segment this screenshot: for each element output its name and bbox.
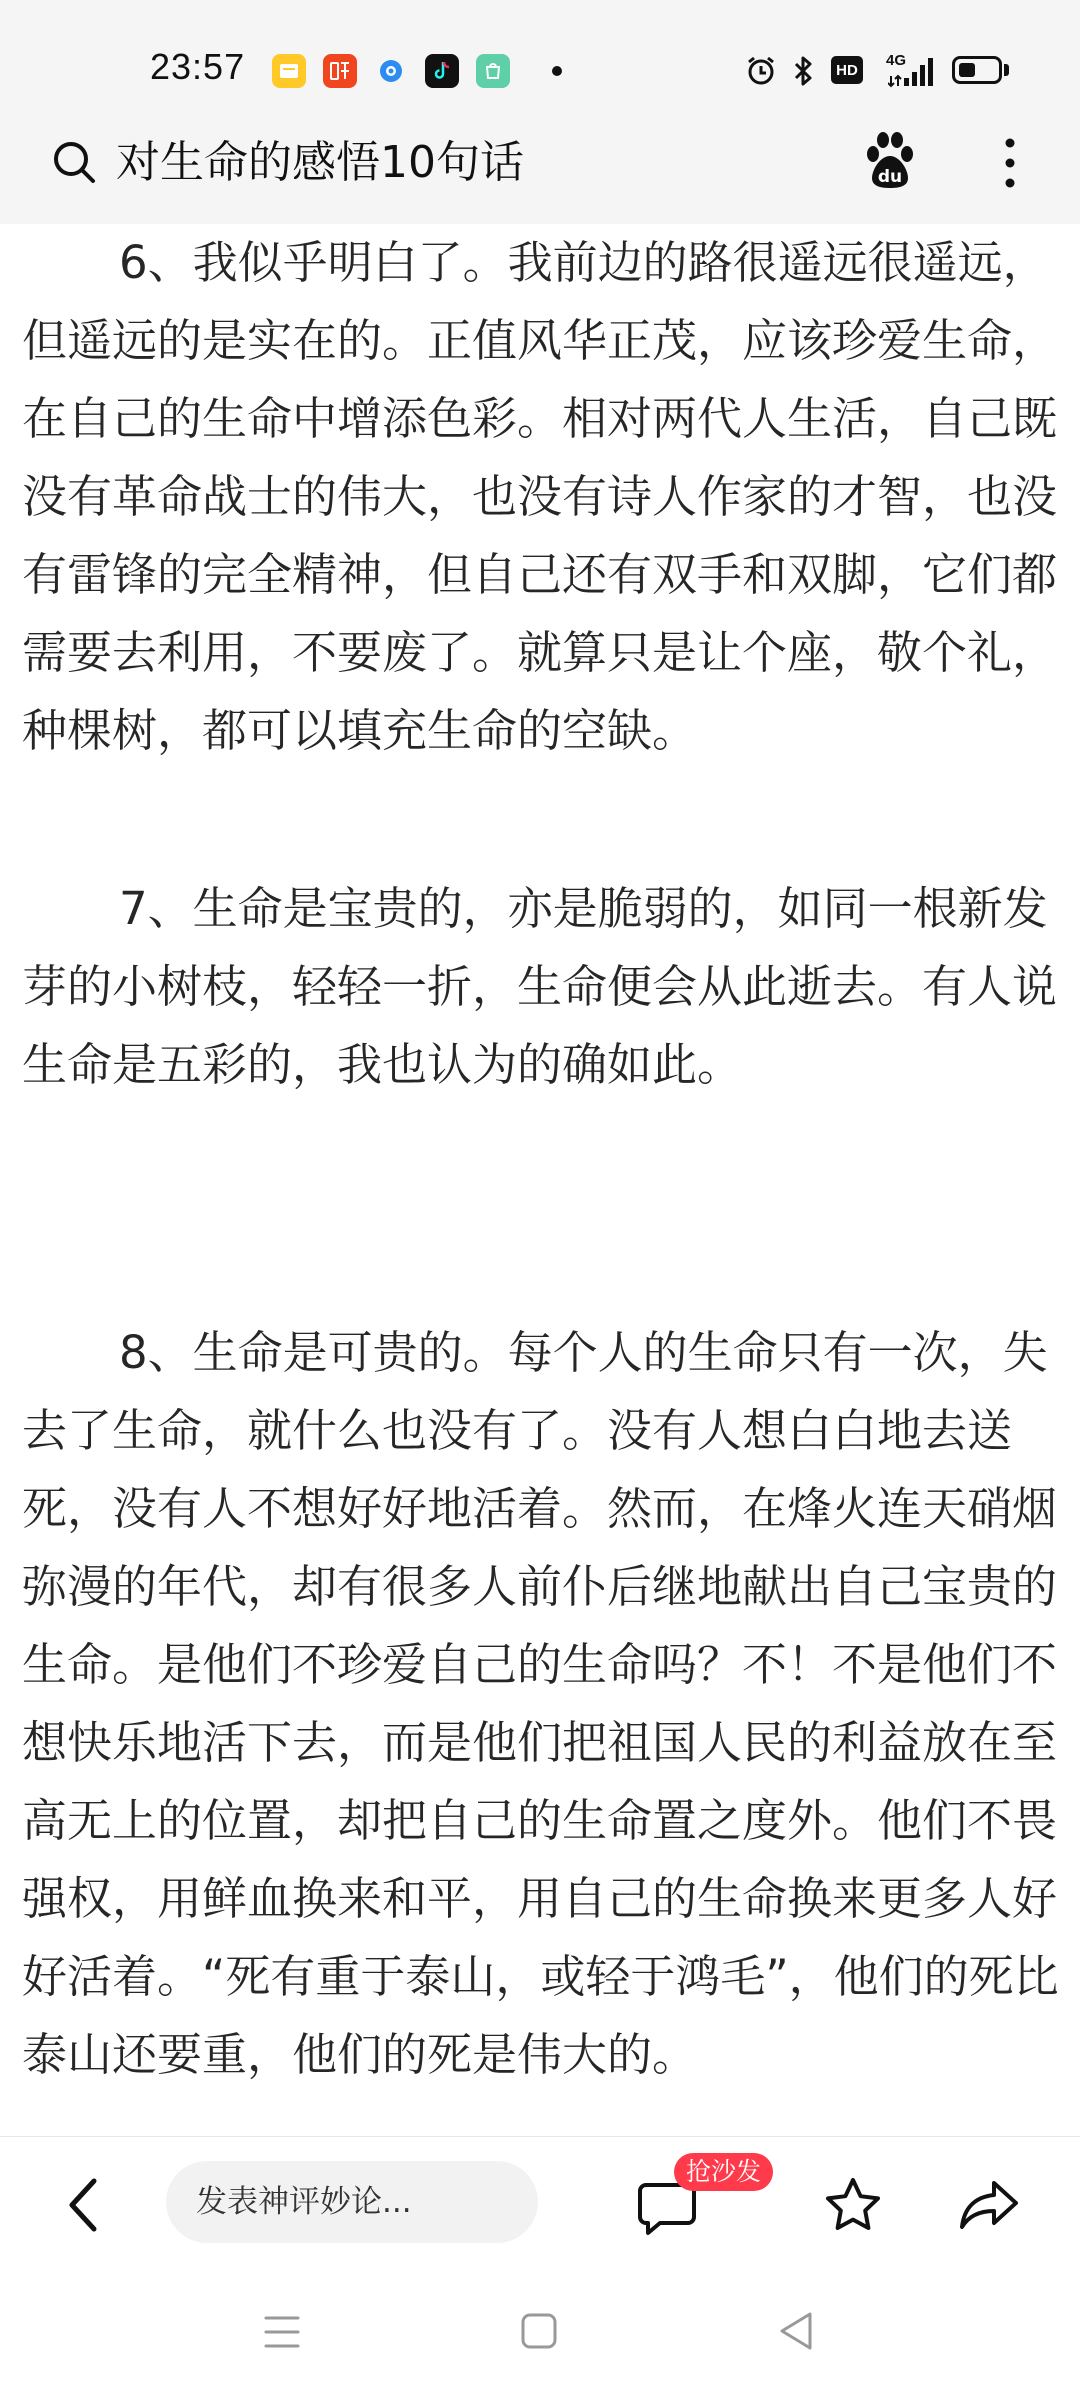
more-options-icon[interactable] [990,136,1030,190]
system-back-icon[interactable] [776,2310,816,2352]
battery-icon [952,56,1002,84]
article-body [0,224,1080,2136]
share-arrow-icon[interactable] [958,2177,1020,2233]
notification-dot [552,66,562,76]
svg-text:du: du [877,167,903,187]
bottom-action-bar [0,2136,1080,2267]
radio-app-icon [323,54,357,88]
system-navigation-bar [0,2266,1080,2400]
hd-badge: HD [831,56,863,84]
recent-apps-icon[interactable] [262,2314,302,2350]
battery-level [959,63,975,77]
back-arrow-icon[interactable] [62,2173,106,2237]
status-time: 23:57 [150,46,246,87]
notes-app-icon [272,54,306,88]
bluetooth-icon [790,54,816,92]
browser-app-icon [374,54,408,88]
article-paragraph: 8、生命是可贵的。每个人的生命只有一次，失去了生命，就什么也没有了。没有人想白白地去送死，没有人不想好好地活着。然而，在烽火连天硝烟弥漫的年代，却有很多人前仆后继地献出自己宝贵的生命。是他们不珍爱自己的生命吗？不！不是他们不想快乐地活下去，而是他们把祖国人民的利益放在至高无上的位置，却把自己的生命置之度外。他们不畏强权，用鲜血换来和平，用自己的生命换来更多人好好活着。“死有重于泰山，或轻于鸿毛”，他们的死比泰山还要重，他们的死是伟大的。 [22,1326,1059,2081]
search-header [0,100,1080,225]
battery-cap [1004,64,1009,76]
alarm-icon [744,54,778,92]
comment-input[interactable]: 发表神评妙论... [166,2161,538,2243]
signal-icon [888,54,936,92]
favorite-star-icon[interactable] [822,2175,884,2237]
home-icon[interactable] [520,2312,558,2350]
baidu-paw-icon[interactable] [860,130,920,190]
article-paragraph: 6、我似乎明白了。我前边的路很遥远很遥远，但遥远的是实在的。正值风华正茂，应该珍爱生命，在自己的生命中增添色彩。相对两代人生活，自己既没有革命战士的伟大，也没有诗人作家的才智，也没有雷锋的完全精神，但自己还有双手和双脚，它们都需要去利用，不要废了。就算只是让个座，敬个礼，种棵树，都可以填充生命的空缺。 [22,236,1058,757]
search-query[interactable]: 对生命的感悟10句话 [116,137,524,188]
sofa-badge[interactable]: 抢沙发 [674,2153,773,2191]
article-paragraph: 7、生命是宝贵的，亦是脆弱的，如同一根新发芽的小树枝，轻轻一折，生命便会从此逝去。有人说生命是五彩的，我也认为的确如此。 [22,882,1058,1091]
network-type: 4G [886,52,907,69]
search-icon[interactable] [50,138,98,186]
shop-app-icon [476,54,510,88]
tiktok-app-icon [425,54,459,88]
